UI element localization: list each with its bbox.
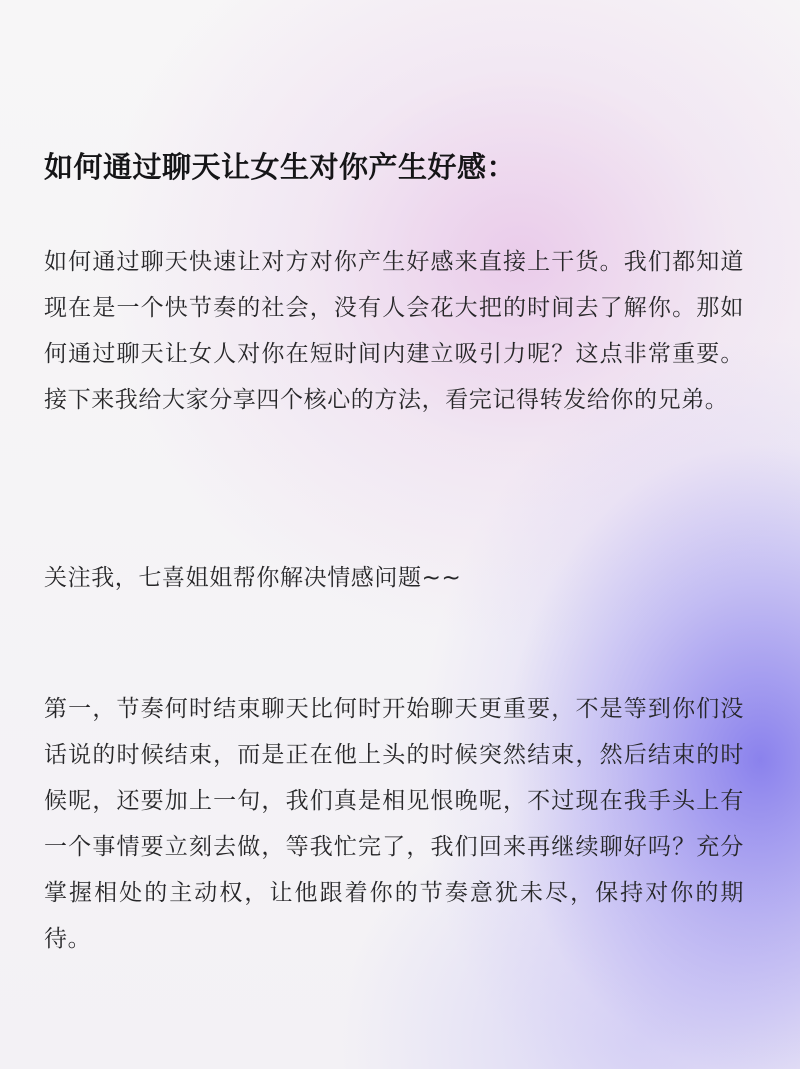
follow-prompt: 关注我，七喜姐姐帮你解决情感问题~~ (44, 565, 462, 591)
intro-paragraph: 如何通过聊天快速让对方对你产生好感来直接上干货。我们都知道现在是一个快节奏的社会，没有人会花大把的时间去了解你。那如何通过聊天让女人对你在短时间内建立吸引力呢？这点非常重要。接下来我给大家分享四个核心的方法，看完记得转发给你的兄弟。 (44, 249, 744, 413)
point-one-paragraph: 第一，节奏何时结束聊天比何时开始聊天更重要，不是等到你们没话说的时候结束，而是正在他上头的时候突然结束，然后结束的时候呢，还要加上一句，我们真是相见恨晚呢，不过现在我手头上有一个事情要立刻去做，等我忙完了，我们回来再继续聊好吗？充分掌握相处的主动权，让他跟着你的节奏意犹未尽，保持对你的期待。 (44, 696, 744, 952)
article-title: 如何通过聊天让女生对你产生好感： (44, 150, 517, 184)
